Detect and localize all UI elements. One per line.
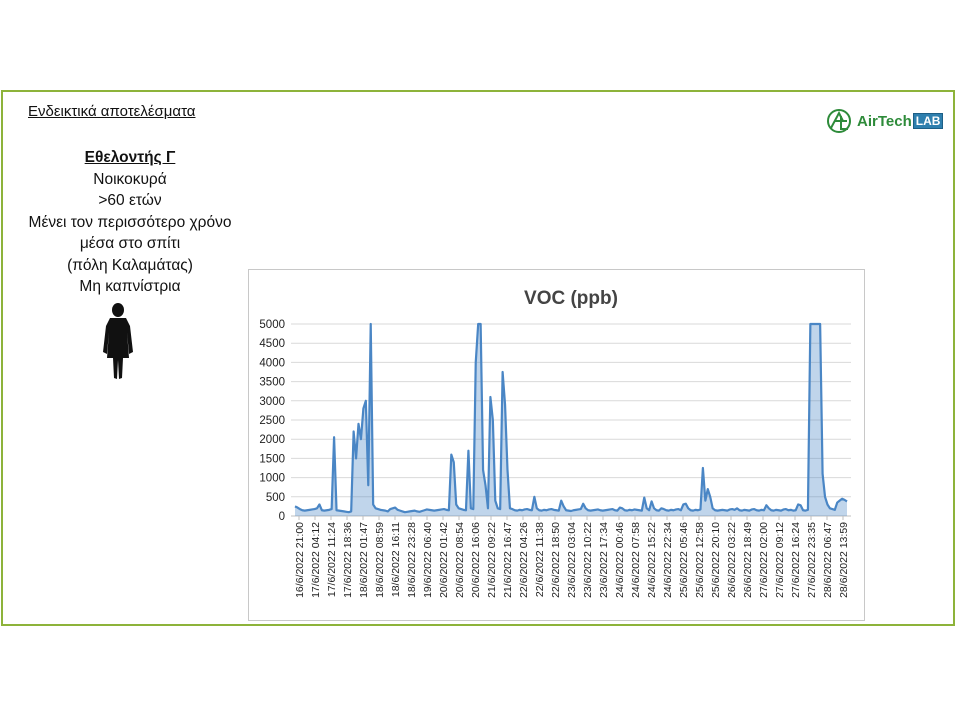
x-tick-label: 17/6/2022 04:12: [310, 522, 322, 598]
x-tick-label: 24/6/2022 22:34: [662, 522, 674, 598]
voc-chart-svg: [249, 270, 864, 620]
y-tick-label: 4000: [259, 357, 285, 370]
x-tick-label: 22/6/2022 04:26: [518, 522, 530, 598]
y-tick-label: 1500: [259, 453, 285, 466]
x-tick-label: 26/6/2022 03:22: [726, 522, 738, 598]
volunteer-city: (πόλη Καλαμάτας): [67, 256, 193, 274]
x-tick-label: 25/6/2022 05:46: [678, 522, 690, 598]
x-tick-label: 26/6/2022 18:49: [742, 522, 754, 598]
x-tick-label: 16/6/2022 21:00: [294, 522, 306, 598]
x-tick-label: 24/6/2022 15:22: [646, 522, 658, 598]
logo-text: AirTech: [857, 112, 912, 130]
volunteer-occupation: Νοικοκυρά: [93, 170, 167, 188]
x-tick-label: 25/6/2022 12:58: [694, 522, 706, 598]
x-tick-label: 24/6/2022 07:58: [630, 522, 642, 598]
x-tick-label: 24/6/2022 00:46: [614, 522, 626, 598]
x-tick-label: 18/6/2022 23:28: [406, 522, 418, 598]
volunteer-profile: [10, 147, 250, 298]
x-tick-label: 21/6/2022 16:47: [502, 522, 514, 598]
x-tick-label: 27/6/2022 23:35: [806, 522, 818, 598]
y-tick-label: 4500: [259, 338, 285, 351]
volunteer-habit-line2: μέσα στο σπίτι: [79, 235, 181, 252]
y-tick-label: 2000: [259, 434, 285, 447]
airtech-logo-icon: [826, 108, 852, 134]
volunteer-habit-line1: Μένει τον περισσότερο χρόνο: [28, 213, 232, 231]
y-tick-label: 0: [278, 511, 285, 523]
x-tick-label: 18/6/2022 16:11: [390, 522, 402, 598]
x-tick-label: 23/6/2022 17:34: [598, 522, 610, 598]
x-tick-label: 27/6/2022 02:00: [758, 522, 770, 598]
x-tick-label: 28/6/2022 13:59: [838, 522, 850, 598]
x-tick-label: 18/6/2022 01:47: [358, 522, 370, 598]
x-tick-label: 22/6/2022 11:38: [534, 522, 546, 598]
x-tick-label: 17/6/2022 11:24: [326, 522, 338, 598]
x-tick-label: 21/6/2022 09:22: [486, 522, 498, 598]
y-tick-label: 2500: [259, 415, 285, 427]
section-heading: Ενδεικτικά αποτελέσματα: [28, 103, 196, 120]
volunteer-smoking: Μη καπνίστρια: [79, 278, 181, 295]
x-tick-label: 19/6/2022 06:40: [422, 522, 434, 598]
voc-chart: [248, 269, 865, 621]
x-tick-label: 18/6/2022 08:59: [374, 522, 386, 598]
x-tick-label: 27/6/2022 16:24: [790, 522, 802, 598]
x-tick-label: 20/6/2022 08:54: [454, 522, 466, 598]
x-tick-label: 23/6/2022 03:04: [566, 522, 578, 598]
volunteer-age: >60 ετών: [98, 192, 162, 209]
voc-series-line: [295, 324, 847, 512]
y-tick-label: 3000: [259, 395, 285, 408]
y-tick-label: 3500: [259, 376, 285, 389]
woman-silhouette-icon: [98, 302, 138, 382]
x-tick-label: 17/6/2022 18:36: [342, 522, 354, 598]
x-tick-label: 27/6/2022 09:12: [774, 522, 786, 598]
logo-badge: LAB: [913, 113, 944, 129]
chart-title: VOC (ppb): [524, 288, 618, 309]
x-tick-label: 25/6/2022 20:10: [710, 522, 722, 598]
x-tick-label: 20/6/2022 01:42: [438, 522, 450, 598]
x-tick-label: 23/6/2022 10:22: [582, 522, 594, 598]
y-tick-label: 1000: [259, 472, 285, 485]
volunteer-name: Εθελοντής Γ: [84, 149, 176, 166]
y-tick-label: 500: [265, 491, 285, 504]
x-tick-label: 22/6/2022 18:50: [550, 522, 562, 598]
x-tick-label: 28/6/2022 06:47: [822, 522, 834, 598]
x-tick-label: 20/6/2022 16:06: [470, 522, 482, 598]
airtechlab-logo: [826, 108, 943, 134]
y-tick-label: 5000: [259, 319, 285, 331]
